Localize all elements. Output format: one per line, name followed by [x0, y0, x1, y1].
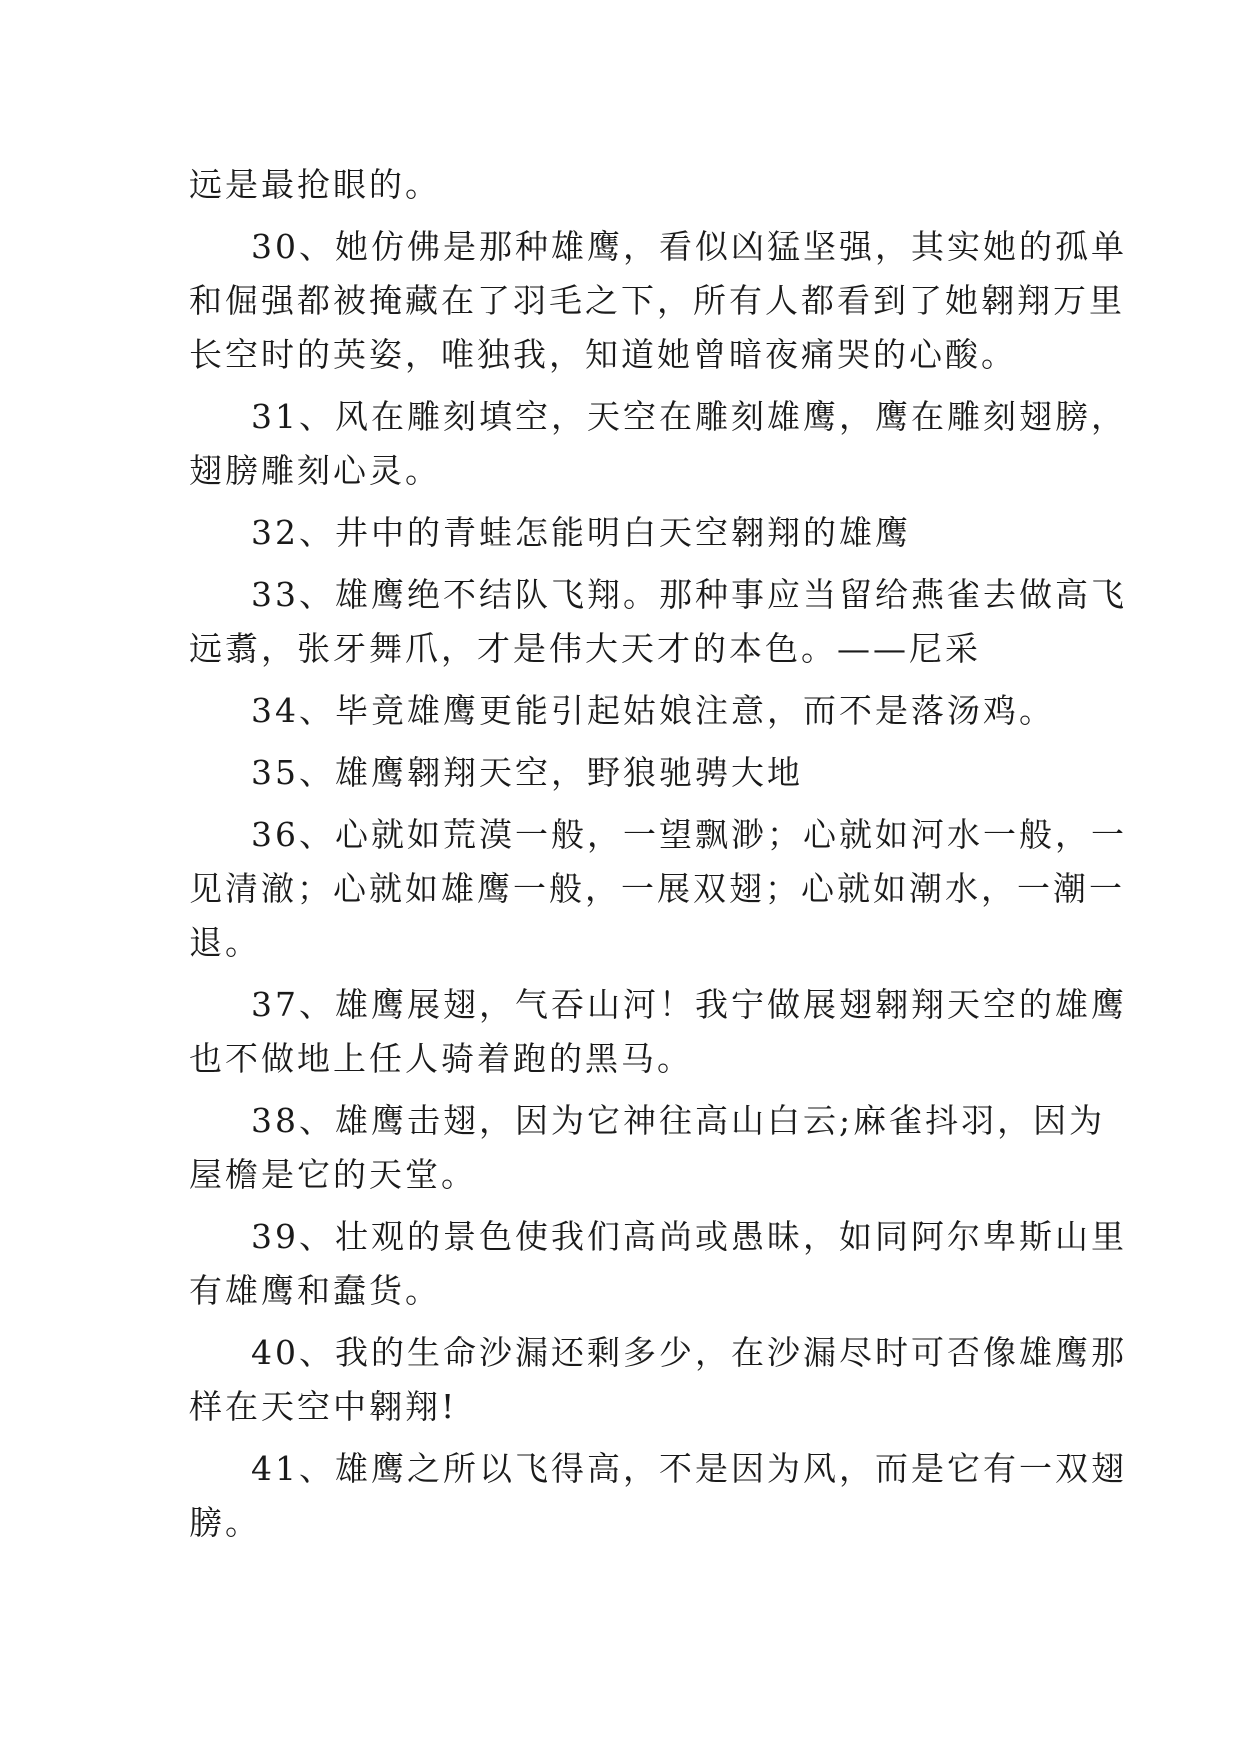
text-line: 也不做地上任人骑着跑的黑马。: [189, 1039, 693, 1078]
text-line: 30、她仿佛是那种雄鹰，看似凶猛坚强，其实她的孤单: [251, 227, 1127, 266]
text-line: 40、我的生命沙漏还剩多少，在沙漏尽时可否像雄鹰那: [251, 1333, 1127, 1372]
text-line: 有雄鹰和蠢货。: [189, 1271, 441, 1310]
text-line: 见清澈；心就如雄鹰一般，一展双翅；心就如潮水，一潮一: [189, 869, 1125, 908]
paragraph: [189, 220, 1127, 382]
paragraph: [189, 1326, 1127, 1434]
text-line: 31、风在雕刻填空，天空在雕刻雄鹰，鹰在雕刻翅膀，: [251, 397, 1127, 436]
text-line: 和倔强都被掩藏在了羽毛之下，所有人都看到了她翱翔万里: [189, 281, 1125, 320]
paragraph: [189, 808, 1127, 970]
paragraph: [189, 978, 1127, 1086]
text-line: 退。: [189, 923, 261, 962]
text-line: 远翥，张牙舞爪，才是伟大天才的本色。——尼采: [189, 629, 981, 668]
text-line: 33、雄鹰绝不结队飞翔。那种事应当留给燕雀去做高飞: [251, 575, 1127, 614]
text-line: 长空时的英姿，唯独我，知道她曾暗夜痛哭的心酸。: [189, 335, 1017, 374]
text-line: 41、雄鹰之所以飞得高，不是因为风，而是它有一双翅: [251, 1449, 1127, 1488]
paragraph: [189, 158, 1049, 212]
paragraph: [189, 568, 1127, 676]
text-line: 37、雄鹰展翅，气吞山河！我宁做展翅翱翔天空的雄鹰: [251, 985, 1127, 1024]
paragraph: [189, 746, 1049, 800]
text-line: 36、心就如荒漠一般，一望飘渺；心就如河水一般，一: [251, 815, 1127, 854]
paragraph: [189, 390, 1127, 498]
text-line: 38、雄鹰击翅，因为它神往高山白云;麻雀抖羽，因为: [251, 1101, 1106, 1140]
text-line: 35、雄鹰翱翔天空，野狼驰骋大地: [251, 753, 803, 792]
text-line: 39、壮观的景色使我们高尚或愚昧，如同阿尔卑斯山里: [251, 1217, 1127, 1256]
text-line: 34、毕竟雄鹰更能引起姑娘注意，而不是落汤鸡。: [251, 691, 1055, 730]
document-body: [189, 158, 1127, 1550]
paragraph: [189, 1210, 1127, 1318]
text-line: 屋檐是它的天堂。: [189, 1155, 477, 1194]
paragraph: [189, 1094, 1106, 1202]
text-line: 远是最抢眼的。: [189, 165, 441, 204]
text-line: 样在天空中翱翔!: [189, 1387, 458, 1426]
text-line: 膀。: [189, 1503, 261, 1542]
paragraph: [189, 1442, 1127, 1550]
paragraph: [189, 684, 1055, 738]
paragraph: [189, 506, 1049, 560]
text-line: 32、井中的青蛙怎能明白天空翱翔的雄鹰: [251, 513, 911, 552]
text-line: 翅膀雕刻心灵。: [189, 451, 441, 490]
